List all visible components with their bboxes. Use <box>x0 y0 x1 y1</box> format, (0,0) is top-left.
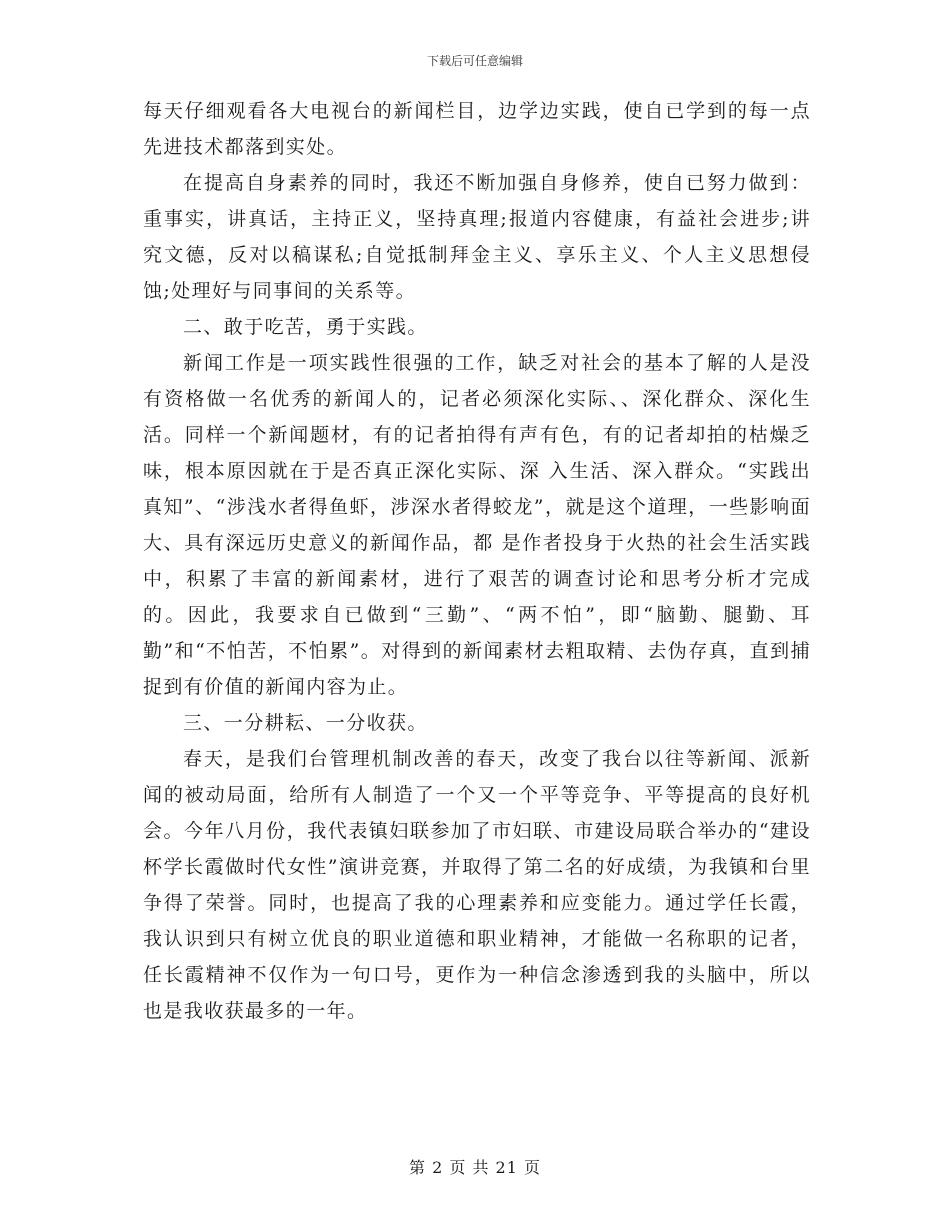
paragraph: 新闻工作是一项实践性很强的工作，缺乏对社会的基本了解的人是没有资格做一名优秀的新闻人的，记者必须深化实际、、深化群众、深化生活。同样一个新闻题材，有的记者拍得有声有色，有的记者却拍的枯燥乏味，根本原因就在于是否真正深化实际、深 入生活、深入群众。“实践出真知”、“涉浅水者得鱼虾，涉深水者得蛟龙”，就是这个道理，一些影响面大、具有深远历史意义的新闻作品，都 是作者投身于火热的社会生活实践中，积累了丰富的新闻素材，进行了艰苦的调查讨论和思考分析才完成的。因此，我要求自已做到“三勤”、“两不怕”，即“脑勤、腿勤、耳勤”和“不怕苦，不怕累”。对得到的新闻素材去粗取精、去伪存真，直到捕捉到有价值的新闻内容为止。 <box>143 352 811 698</box>
paragraph: 每天仔细观看各大电视台的新闻栏目，边学边实践，使自已学到的每一点先进技术都落到实处。 <box>143 100 811 158</box>
paragraph: 春天，是我们台管理机制改善的春天，改变了我台以往等新闻、派新闻的被动局面，给所有人制造了一个又一个平等竞争、平等提高的良好机会。今年八月份，我代表镇妇联参加了市妇联、市建设局联合举办的“建设杯学长霞做时代女性”演讲竞赛，并取得了第二名的好成绩，为我镇和台里争得了荣誉。同时，也提高了我的心理素养和应变能力。通过学任长霞，我认识到只有树立优良的职业道德和职业精神，才能做一名称职的记者，任长霞精神不仅作为一句口号，更作为一种信念渗透到我的头脑中，所以也是我收获最多的一年。 <box>143 748 811 1022</box>
page-header: 下载后可任意编辑 <box>426 54 523 68</box>
paragraph: 在提高自身素养的同时，我还不断加强自身修养，使自已努力做到：重事实，讲真话，主持正义，坚持真理;报道内容健康，有益社会进步;讲究文德，反对以稿谋私;自觉抵制拜金主义、享乐主义、个人主义思想侵蚀;处理好与同事间的关系等。 <box>143 172 811 302</box>
section-heading: 二、敢于吃苦，勇于实践。 <box>183 316 428 338</box>
section-heading: 三、一分耕耘、一分收获。 <box>183 712 428 734</box>
document-body <box>143 93 811 1029</box>
page-number-footer: 第 2 页 共 21 页 <box>409 1158 541 1177</box>
